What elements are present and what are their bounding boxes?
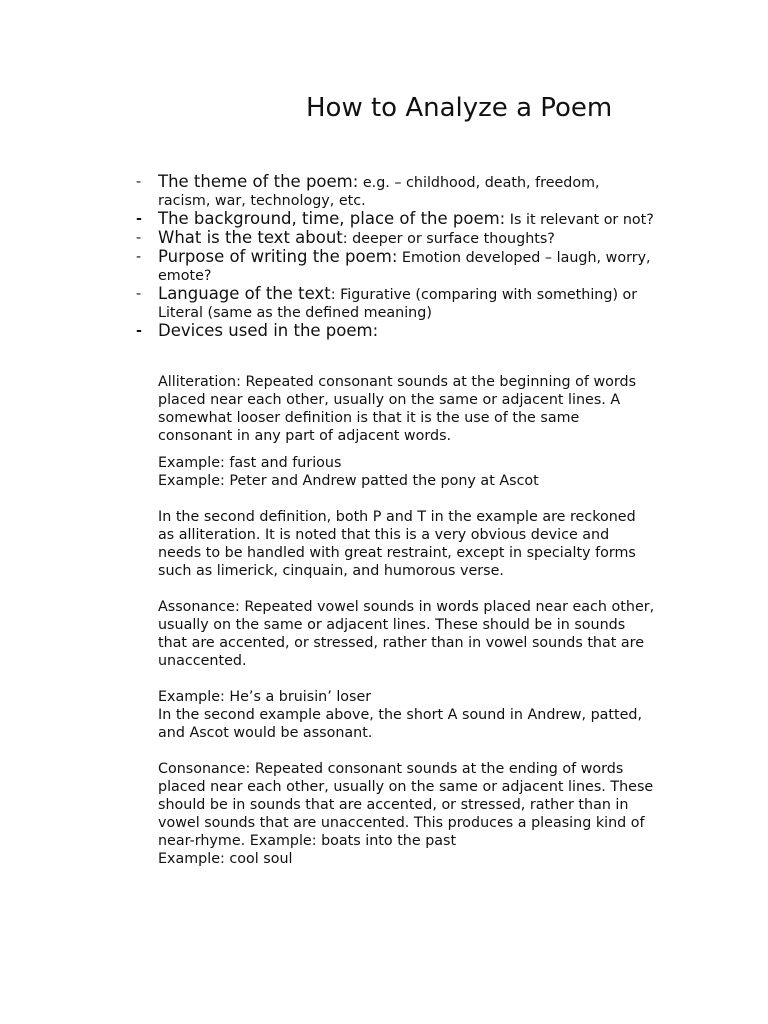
bullet-term: Language of the text [158, 284, 331, 303]
bullet-term: The theme of the poem: [158, 172, 359, 191]
bullet-theme [136, 173, 656, 210]
bullet-term: The background, time, place of the poem: [158, 209, 506, 228]
bullet-dash: - [136, 249, 142, 265]
bullet-term: Devices used in the poem: [158, 321, 379, 340]
devices-section [136, 373, 656, 868]
bullet-language [136, 285, 656, 322]
example-line: Example: Peter and Andrew patted the pony at Ascot [158, 473, 539, 489]
example-line: Example: fast and furious [158, 455, 342, 471]
bullet-text-about [136, 229, 656, 248]
bullet-term: What is the text about [158, 228, 343, 247]
example-line: Example: cool soul [158, 851, 293, 867]
bullet-dash: - [136, 286, 142, 302]
second-example-paragraph: In the second example above, the short A sound in Andrew, patted, and Ascot would be assonant. [158, 707, 643, 741]
document-title: How to Analyze a Poem [306, 93, 613, 123]
bullet-term: Purpose of writing the poem: [158, 247, 398, 266]
bullet-dash: - [136, 323, 142, 339]
example-line: Example: He’s a bruisin’ loser [158, 689, 372, 705]
bullet-purpose [136, 248, 656, 285]
alliteration-paragraph: Alliteration: Repeated consonant sounds at the beginning of words placed near each other, usually on the same or adjacent lines. A somewhat looser definition is that it is the use of the same consonant in any part of adjacent words. [158, 374, 637, 444]
assonance-paragraph: Assonance: Repeated vowel sounds in words placed near each other, usually on the same or adjacent lines. These should be in sounds that are accented, or stressed, rather than in vowel sounds that are unaccented. [158, 599, 655, 669]
bullet-text: : Figurative (comparing with something) or Literal (same as the defined meaning) [158, 287, 638, 321]
bullet-dash: - [136, 230, 142, 246]
second-definition-paragraph: In the second definition, both P and T in the example are reckoned as alliteration. It is noted that this is a very obvious device and needs to be handled with great restraint, except in specialty forms such as limerick, cinquain, and humorous verse. [158, 509, 636, 579]
bullet-text: : deeper or surface thoughts? [342, 231, 555, 247]
bullet-dash: - [136, 174, 142, 190]
consonance-paragraph: Consonance: Repeated consonant sounds at the ending of words placed near each other, usually on the same or adjacent lines. These should be in sounds that are accented, or stressed, rather than in vowel sounds that are unaccented. This produces a pleasing kind of near-rhyme. Example: boats into the past [158, 761, 654, 849]
bullet-text: e.g. – childhood, death, freedom, racism, war, technology, etc. [158, 175, 600, 209]
bullet-devices [136, 322, 656, 341]
bullet-text: Is it relevant or not? [505, 212, 654, 228]
bullet-dash: - [136, 211, 142, 227]
analysis-bullet-list [136, 173, 656, 341]
bullet-text: Emotion developed – laugh, worry, emote? [158, 250, 651, 284]
bullet-background [136, 210, 656, 229]
